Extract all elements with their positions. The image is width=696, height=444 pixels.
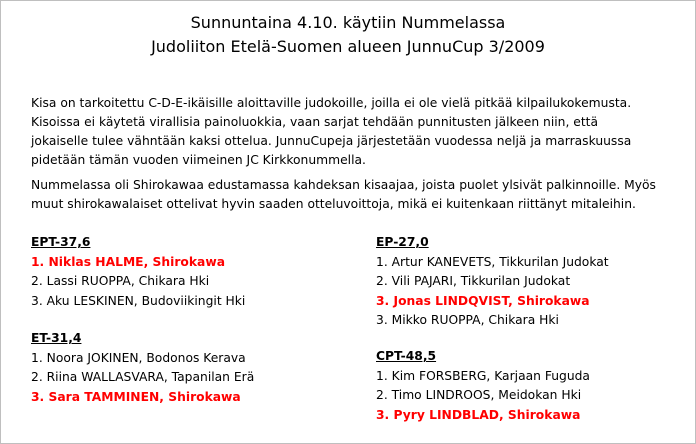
intro-line: Kisoissa ei käytetä virallisia painoluokkia, vaan sarjat tehdään punnitusten jälkeen niin, että <box>31 115 599 129</box>
result-row: 1. Kim FORSBERG, Karjaan Fuguda <box>376 368 590 383</box>
result-row: 2. Lassi RUOPPA, Chikara Hki <box>31 274 210 288</box>
result-group-ept <box>31 233 245 311</box>
group-heading: EPT-37,6 <box>31 235 91 249</box>
result-group-et <box>31 329 254 407</box>
result-row: 1. Artur KANEVETS, Tikkurilan Judokat <box>376 254 609 269</box>
result-row: 2. Vili PAJARI, Tikkurilan Judokat <box>376 274 571 288</box>
result-row: 2. Riina WALLASVARA, Tapanilan Erä <box>31 370 255 384</box>
result-row: 3. Aku LESKINEN, Budoviikingit Hki <box>31 293 246 308</box>
intro-line: jokaiselle tulee vähntään kaksi ottelua. JunnuCupeja järjestetään vuodessa neljä ja marraskuussa <box>31 134 632 148</box>
summary-line: muut shirokawalaiset ottelivat hyvin saaden otteluvoittoja, mikä ei kuitenkaan riittänyt mitaleihin. <box>31 197 636 211</box>
result-row: 1. Niklas HALME, Shirokawa <box>31 254 226 269</box>
result-row: 1. Noora JOKINEN, Bodonos Kerava <box>31 350 246 365</box>
intro-paragraph <box>31 94 681 170</box>
result-row: 3. Mikko RUOPPA, Chikara Hki <box>376 313 559 327</box>
result-group-ep <box>376 233 609 331</box>
result-row: 2. Timo LINDROOS, Meidokan Hki <box>376 388 582 402</box>
summary-paragraph <box>31 176 681 214</box>
group-heading: CPT-48,5 <box>376 349 437 363</box>
result-row: 3. Jonas LINDQVIST, Shirokawa <box>376 293 590 308</box>
result-row: 3. Pyry LINDBLAD, Shirokawa <box>376 407 581 422</box>
summary-line: Nummelassa oli Shirokawaa edustamassa kahdeksan kisaajaa, joista puolet ylsivät palkinnoille. Myös <box>31 178 656 192</box>
group-heading: EP-27,0 <box>376 235 429 249</box>
page-title <box>1 11 695 59</box>
title-line-1: Sunnuntaina 4.10. käytiin Nummelassa <box>190 13 506 32</box>
result-row: 3. Sara TAMMINEN, Shirokawa <box>31 389 241 404</box>
title-line-2: Judoliiton Etelä-Suomen alueen JunnuCup 3/2009 <box>151 37 545 56</box>
group-heading: ET-31,4 <box>31 331 82 345</box>
intro-line: pidetään tämän vuoden viimeinen JC Kirkkonummella. <box>31 153 366 167</box>
intro-line: Kisa on tarkoitettu C-D-E-ikäisille aloittaville judokoille, joilla ei ole vielä pitkää kilpailukokemusta. <box>31 96 632 110</box>
result-group-cpt <box>376 347 590 425</box>
